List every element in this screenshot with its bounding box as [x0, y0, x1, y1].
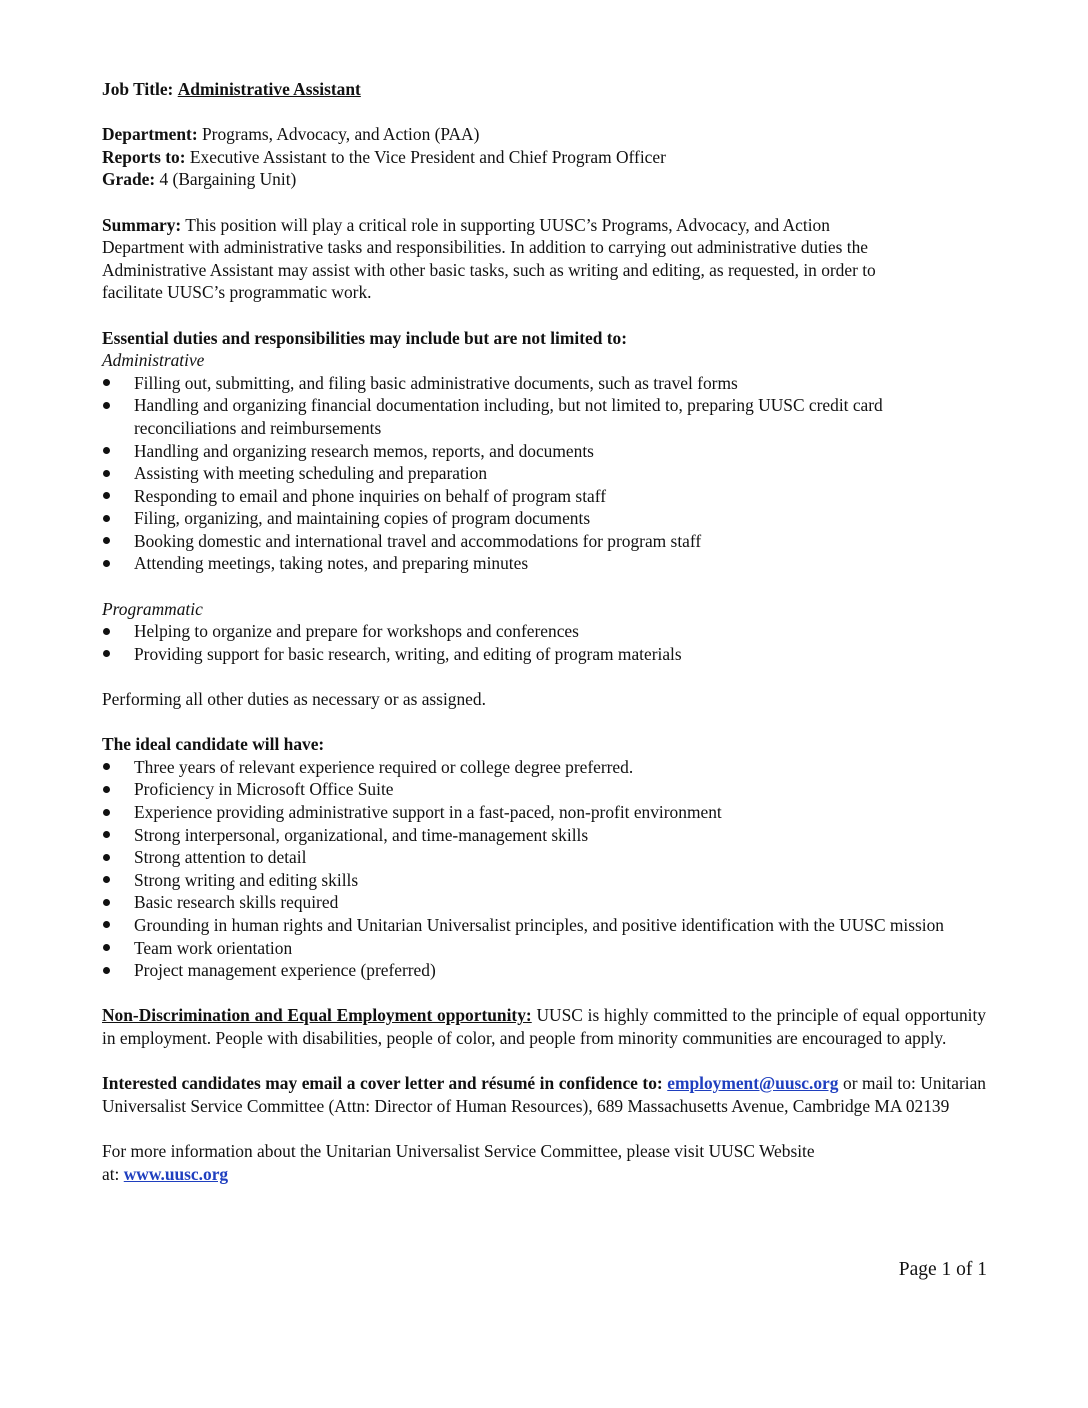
grade-line: [102, 168, 986, 191]
list-item: Grounding in human rights and Unitarian Universalist principles, and positive identification with the UUSC mission: [102, 914, 986, 937]
nondiscrimination-paragraph: [102, 1004, 986, 1049]
bullet-icon: [103, 944, 110, 951]
list-item: Helping to organize and prepare for workshops and conferences: [102, 620, 986, 643]
nondiscrimination-label: Non-Discrimination and Equal Employment opportunity:: [102, 1005, 532, 1026]
department-label: Department:: [102, 124, 198, 145]
apply-paragraph: [102, 1072, 986, 1117]
duties-heading: Essential duties and responsibilities may include but are not limited to:: [102, 327, 627, 348]
list-item: Basic research skills required: [102, 891, 986, 914]
reports-line: [102, 146, 986, 169]
other-duties: Performing all other duties as necessary or as assigned.: [102, 689, 486, 710]
website-line: [102, 1163, 986, 1186]
job-title-value: Administrative Assistant: [177, 79, 361, 99]
bullet-icon: [103, 650, 110, 657]
bullet-icon: [103, 537, 110, 544]
job-title-label: Job Title:: [102, 79, 174, 99]
summary-line: This position will play a critical role in supporting UUSC’s Programs, Advocacy, and Action: [185, 214, 830, 235]
bullet-icon: [103, 492, 110, 499]
list-item: Strong attention to detail: [102, 846, 986, 869]
list-item: Filling out, submitting, and filing basic administrative documents, such as travel forms: [102, 372, 986, 395]
apply-lead: Interested candidates may email a cover letter and résumé in confidence to:: [102, 1073, 663, 1094]
bullet-icon: [103, 921, 110, 928]
page-number: Page 1 of 1: [898, 1259, 987, 1280]
summary-line: Department with administrative tasks and responsibilities. In addition to carrying out administrative duties the: [102, 237, 868, 258]
list-item: Three years of relevant experience required or college degree preferred.: [102, 756, 986, 779]
list-item: Project management experience (preferred): [102, 959, 986, 982]
administrative-subheading: Administrative: [102, 350, 205, 371]
summary-line: facilitate UUSC’s programmatic work.: [102, 282, 372, 303]
programmatic-subheading: Programmatic: [102, 598, 203, 619]
grade-value: 4 (Bargaining Unit): [159, 169, 297, 190]
email-link[interactable]: employment@uusc.org: [667, 1073, 839, 1094]
bullet-icon: [103, 876, 110, 883]
summary-line: Administrative Assistant may assist with other basic tasks, such as writing and editing, as requested, in order to: [102, 259, 876, 280]
website-prefix: at:: [102, 1163, 120, 1184]
list-item: Strong interpersonal, organizational, and time-management skills: [102, 824, 986, 847]
bullet-icon: [103, 809, 110, 816]
list-item: Attending meetings, taking notes, and preparing minutes: [102, 552, 986, 575]
nondiscrimination-text: UUSC is highly committed to the principle of equal opportunity in employment. People with disabilities, people of color, and people from minority communities are encouraged to apply.: [102, 1005, 986, 1048]
more-info-line: For more information about the Unitarian Universalist Service Committee, please visit UUSC Website: [102, 1140, 815, 1161]
bullet-icon: [103, 447, 110, 454]
bullet-icon: [103, 470, 110, 477]
list-item: Responding to email and phone inquiries on behalf of program staff: [102, 485, 986, 508]
programmatic-list: [102, 620, 986, 665]
website-link[interactable]: www.uusc.org: [123, 1163, 229, 1184]
bullet-icon: [103, 379, 110, 386]
list-item: Filing, organizing, and maintaining copies of program documents: [102, 507, 986, 530]
list-item: Experience providing administrative support in a fast-paced, non-profit environment: [102, 801, 986, 824]
job-title-line: [102, 78, 986, 101]
bullet-icon: [103, 560, 110, 567]
list-item: Handling and organizing financial documentation including, but not limited to, preparing UUSC credit card reconciliations and reimbursements: [102, 394, 986, 439]
bullet-icon: [103, 515, 110, 522]
list-item: Handling and organizing research memos, reports, and documents: [102, 440, 986, 463]
bullet-icon: [103, 967, 110, 974]
bullet-icon: [103, 402, 110, 409]
apply-rest: or mail to: Unitarian Universalist Service Committee (Attn: Director of Human Resources), 689 Massachusetts Avenue, Cambridge MA 02139: [102, 1073, 986, 1116]
candidate-list: [102, 756, 986, 982]
bullet-icon: [103, 628, 110, 635]
candidate-heading: The ideal candidate will have:: [102, 734, 325, 755]
bullet-icon: [103, 831, 110, 838]
list-item: Assisting with meeting scheduling and preparation: [102, 462, 986, 485]
document-body: [102, 78, 986, 1185]
list-item: Proficiency in Microsoft Office Suite: [102, 778, 986, 801]
department-value: Programs, Advocacy, and Action (PAA): [201, 124, 480, 145]
administrative-list: [102, 372, 986, 575]
bullet-icon: [103, 854, 110, 861]
list-item: Providing support for basic research, writing, and editing of program materials: [102, 643, 986, 666]
list-item: Booking domestic and international travel and accommodations for program staff: [102, 530, 986, 553]
bullet-icon: [103, 899, 110, 906]
bullet-icon: [103, 763, 110, 770]
summary-paragraph: [102, 214, 986, 304]
list-item: Team work orientation: [102, 937, 986, 960]
reports-label: Reports to:: [102, 146, 186, 167]
list-item: Strong writing and editing skills: [102, 869, 986, 892]
bullet-icon: [103, 786, 110, 793]
grade-label: Grade:: [102, 169, 156, 190]
department-line: [102, 123, 986, 146]
reports-value: Executive Assistant to the Vice President and Chief Program Officer: [189, 146, 666, 167]
summary-label: Summary:: [102, 214, 182, 235]
